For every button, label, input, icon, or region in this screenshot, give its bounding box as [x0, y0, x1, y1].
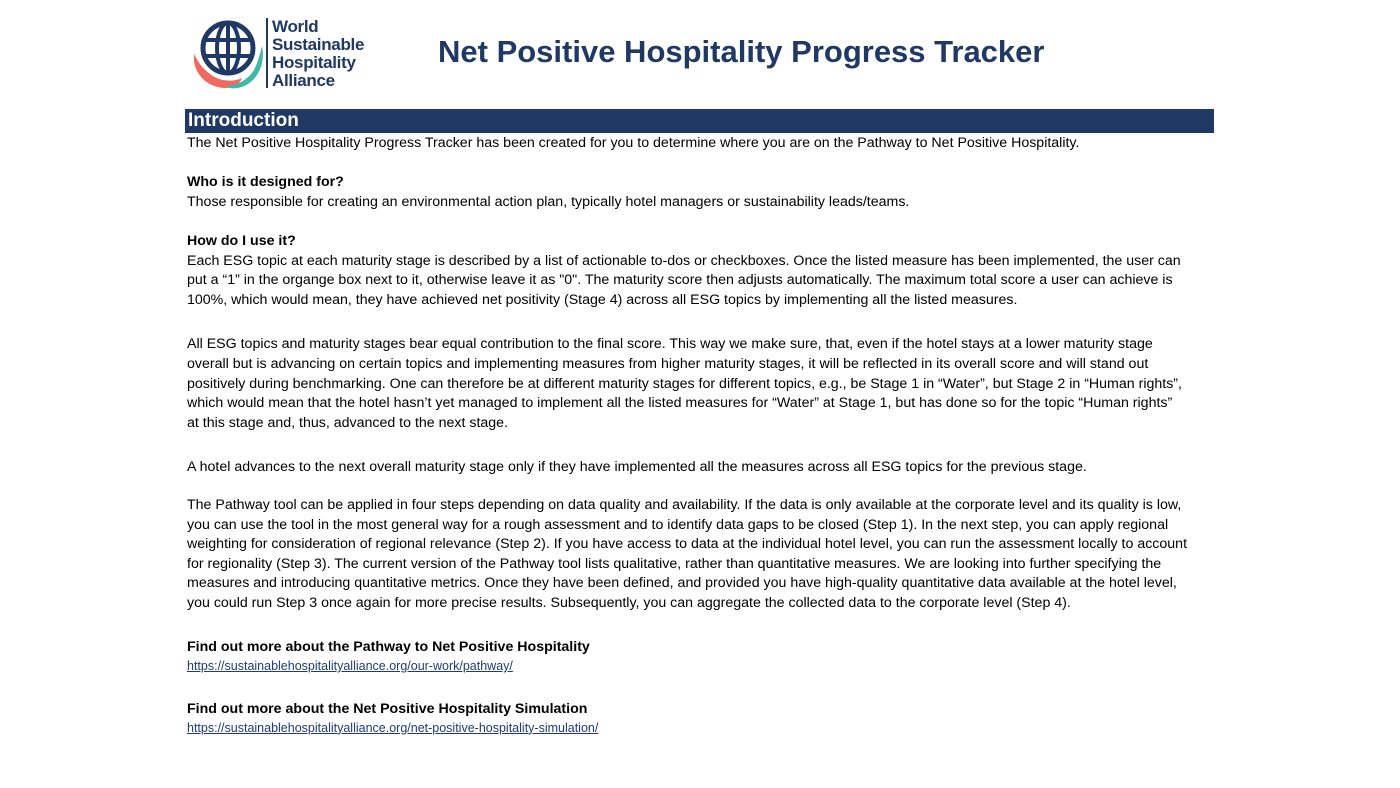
logo-line: Alliance: [272, 71, 335, 90]
intro-paragraph: The Net Positive Hospitality Progress Tracker has been created for you to determine where you are on the Pathway to Net Positive Hospitality.: [187, 135, 1080, 151]
simulation-link[interactable]: https://sustainablehospitalityalliance.org/net-positive-hospitality-simulation/: [187, 720, 599, 735]
how-heading: How do I use it?: [187, 232, 296, 249]
globe-hands-icon: [190, 16, 270, 92]
how-paragraph-3: A hotel advances to the next overall maturity stage only if they have implemented all the measures across all ESG topics for the previous stage.: [187, 459, 1087, 476]
pathway-link[interactable]: https://sustainablehospitalityalliance.org/our-work/pathway/: [187, 659, 513, 674]
page-title: Net Positive Hospitality Progress Tracker: [438, 34, 1045, 69]
logo-line: World: [272, 17, 319, 36]
logo-line: Hospitality: [272, 53, 356, 72]
how-paragraph-4: The Pathway tool can be applied in four steps depending on data quality and availability. If the data is only available at the corporate level and its quality is low, you can use the tool in the most general way for a rough assessment and to identify data gaps to be closed (Step 1). In the next step, you can apply regional weighting for consideration of regional relevance (Step 2). If you have access to data at the individual hotel level, you can run the assessment locally to account for regionality (Step 3). The current version of the Pathway tool lists qualitative, rather than quantitative measures. We are looking into further specifying the measures and introducing quantitative metrics. Once they have been defined, and provided you have high-quality quantitative data available at the hotel level, you could run Step 3 once again for more precise results. Subsequently, you can aggregate the collected data to the corporate level (Step 4).: [187, 496, 1188, 611]
how-paragraph-1: Each ESG topic at each maturity stage is described by a list of actionable to-dos or checkboxes. Once the listed measure has been implemented, the user can put a “1” in the organge box next to it, otherwise leave it as "0". The maturity score then adjusts automatically. The maximum total score a user can achieve is 100%, which would mean, they have achieved net positivity (Stage 4) across all ESG topics by implementing all the listed measures.: [187, 252, 1181, 308]
logo-wordmark: [272, 18, 364, 90]
logo-divider: [266, 18, 268, 88]
more-pathway-heading: Find out more about the Pathway to Net Positive Hospitality: [187, 639, 590, 656]
who-text: Those responsible for creating an environmental action plan, typically hotel managers or sustainability leads/teams.: [187, 193, 910, 210]
more-simulation-heading: Find out more about the Net Positive Hospitality Simulation: [187, 701, 588, 718]
logo-line: Sustainable: [272, 35, 365, 54]
section-header-introduction: Introduction: [185, 109, 1214, 133]
who-heading: Who is it designed for?: [187, 174, 344, 191]
intro-content: [187, 134, 1187, 737]
how-paragraph-2: All ESG topics and maturity stages bear equal contribution to the final score. This way we make sure, that, even if the hotel stays at a lower maturity stage overall but is advancing on certain topics and implementing measures from higher maturity stages, it will be reflected in its overall score and will stand out positively during benchmarking. One can therefore be at different maturity stages for different topics, e.g., be Stage 1 in “Water”, but Stage 2 in “Human rights”, which would mean that the hotel hasn’t yet managed to implement all the listed measures for “Water” at Stage 1, but has done so for the topic “Human rights” at this stage and, thus, advanced to the next stage.: [187, 336, 1182, 431]
